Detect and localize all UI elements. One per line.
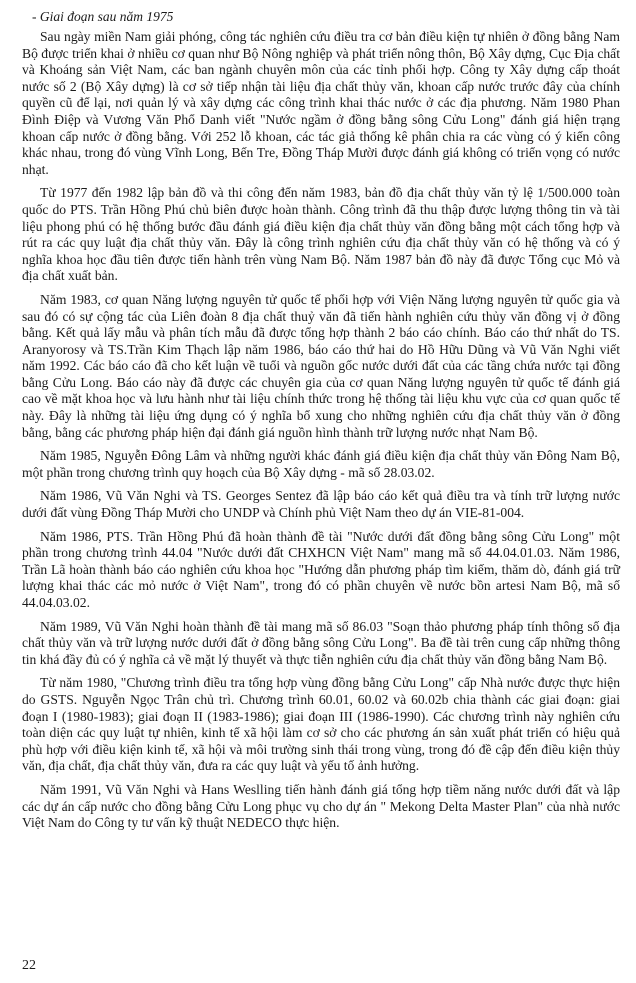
paragraph: Sau ngày miền Nam giải phóng, công tác nghiên cứu điều tra cơ bản điều kiện tự nhiên ở đồng bằng Nam Bộ được triển khai ở nhiều cơ quan như Bộ Nông nghiệp và phát triển nông thôn, Bộ Xây dựng, Cục Địa chất và Khoáng sản Việt Nam, các ban ngành chuyên môn của các tỉnh phối hợp. Công ty Xây dựng cấp thoát nước số 2 (Bộ Xây dựng) là cơ sở tiếp nhận tài liệu địa chất thủy văn, khoan cấp nước trước đây của chính quyền cũ để lại, nơi quản lý và xây dựng các công trình khai thác nước ở các địa phương. Năm 1980 Phan Đình Điệp và Vương Văn Phổ Danh viết "Nước ngầm ở đồng bằng sông Cửu Long" đánh giá hiện trạng khoan cấp nước ở đồng bằng. Với 252 lỗ khoan, các tác giả thống kê phân chia ra các vùng có ý kiến công khác nhau, trong đó vùng Vĩnh Long, Bến Tre, Đồng Tháp Mười được đánh giá không có triển vọng có nước nhạt. [22,29,620,177]
paragraph: Năm 1983, cơ quan Năng lượng nguyên tử quốc tế phối hợp với Viện Năng lượng nguyên tử quốc gia và sau đó có sự cộng tác của Liên đoàn 8 địa chất thuỷ văn đã tiến hành nghiên cứu thủy văn đồng vị ở đồng bằng. Kết quả lấy mẫu và phân tích mẫu đã được tổng hợp thành 2 báo cáo chính. Báo cáo thứ nhất do TS. Aranyorosy và TS.Trần Kim Thạch lập năm 1986, báo cáo thứ hai do Hồ Hữu Dũng và Vũ Văn Nghi viết năm 1992. Các báo cáo đã cho kết luận về tuổi và nguồn gốc nước dưới đất của các tầng chứa nước tại đồng bằng Cửu Long. Báo cáo này đã được các chuyên gia của cơ quan Năng lượng nguyên tử quốc tế đánh giá cao về mặt khoa học và lưu hành như tài liệu chính thức trong hệ thống tài liệu khu vực của cơ quan quốc tế này. Đây là những tài liệu ứng dụng có ý nghĩa bổ xung cho những nghiên cứu địa chất thủy văn ở đồng bằng, bằng các phương pháp hiện đại đánh giá nguồn hình thành trữ lượng nước nhạt Nam Bộ. [22,291,620,440]
paragraph: Năm 1985, Nguyễn Đông Lâm và những người khác đánh giá điều kiện địa chất thủy văn Đông Nam Bộ, một phần trong chương trình quy hoạch của Bộ Xây dựng - mã số 28.03.02. [22,448,620,480]
paragraph: Năm 1986, Vũ Văn Nghi và TS. Georges Sentez đã lập báo cáo kết quả điều tra và tính trữ lượng nước dưới đất vùng Đồng Tháp Mười cho UNDP và Chính phủ Việt Nam theo dự án VIE-81-004. [22,488,620,521]
page-number: 22 [22,958,36,973]
paragraph: Năm 1989, Vũ Văn Nghi hoàn thành đề tài mang mã số 86.03 "Soạn thảo phương pháp tính thông số địa chất thủy văn và trữ lượng nước dưới đất ở đồng bằng sông Cửu Long". Ba đề tài trên cung cấp những thông tin khá đầy đủ có ý nghĩa cả về mặt lý thuyết và thực tiễn nghiên cứu địa chất thủy văn đồng bằng Nam Bộ. [22,618,620,667]
document-page [22,8,620,839]
paragraph: Từ năm 1980, "Chương trình điều tra tổng hợp vùng đồng bằng Cửu Long" cấp Nhà nước được thực hiện do GSTS. Nguyễn Ngọc Trân chủ trì. Chương trình 60.01, 60.02 và 60.02b chia thành các giai đoạn: giai đoạn I (1980-1983); giai đoạn II (1983-1986); giai đoạn III (1986-1990). Các chương trình này nghiên cứu toàn diện các quy luật tự nhiên, kinh tế xã hội làm cơ sở cho các phương án sản xuất phát triển có hiệu quả phù hợp với điều kiện kinh tế, xã hội và môi trường sinh thái trong vùng, trong đó đề cập đến điều kiện thủy văn, địa chất, địa chất thủy văn, đưa ra các quy luật và yếu tố ảnh hưởng. [22,675,620,774]
paragraph: Năm 1991, Vũ Văn Nghi và Hans Weslling tiến hành đánh giá tổng hợp tiềm năng nước dưới đất và lập các dự án cấp nước cho đồng bằng Cửu Long phục vụ cho dự án " Mekong Delta Master Plan" của nhà nước Việt Nam do Công ty tư vấn kỹ thuật NEDECO thực hiện. [22,781,620,831]
paragraph: Năm 1986, PTS. Trần Hồng Phú đã hoàn thành đề tài "Nước dưới đất đồng bằng sông Cửu Long" một phần trong chương trình 44.04 "Nước dưới đất CHXHCN Việt Nam" mang mã số 44.04.01.03. Năm 1986, Trần Lã hoàn thành báo cáo nghiên cứu khoa học "Hướng dẫn phương pháp tìm kiếm, thăm dò, đánh giá trữ lượng khai thác các mỏ nước ở Việt Nam", trong đó có phần chuyên về nước bồn artesi Nam Bộ, mã số 44.04.03.02. [22,528,620,610]
section-heading: - Giai đoạn sau năm 1975 [32,9,174,24]
paragraph: Từ 1977 đến 1982 lập bản đồ và thi công đến năm 1983, bản đồ địa chất thủy văn tỷ lệ 1/500.000 toàn quốc do PTS. Trần Hồng Phú chủ biên được hoàn thành. Công trình đã thu thập được lượng thông tin và tài liệu phong phú có hệ thống bước đầu đánh giá điều kiện địa chất thủy văn đồng bằng một cách tổng hợp và rút ra các quy luật địa chất thủy văn. Đây là công trình nghiên cứu địa chất thủy văn có hệ thống và có ý nghĩa khoa học đầu tiên được tiến hành trên vùng Nam Bộ. Năm 1987 bản đồ này đã được Tổng cục Mỏ và địa chất xuất bản. [22,185,620,284]
